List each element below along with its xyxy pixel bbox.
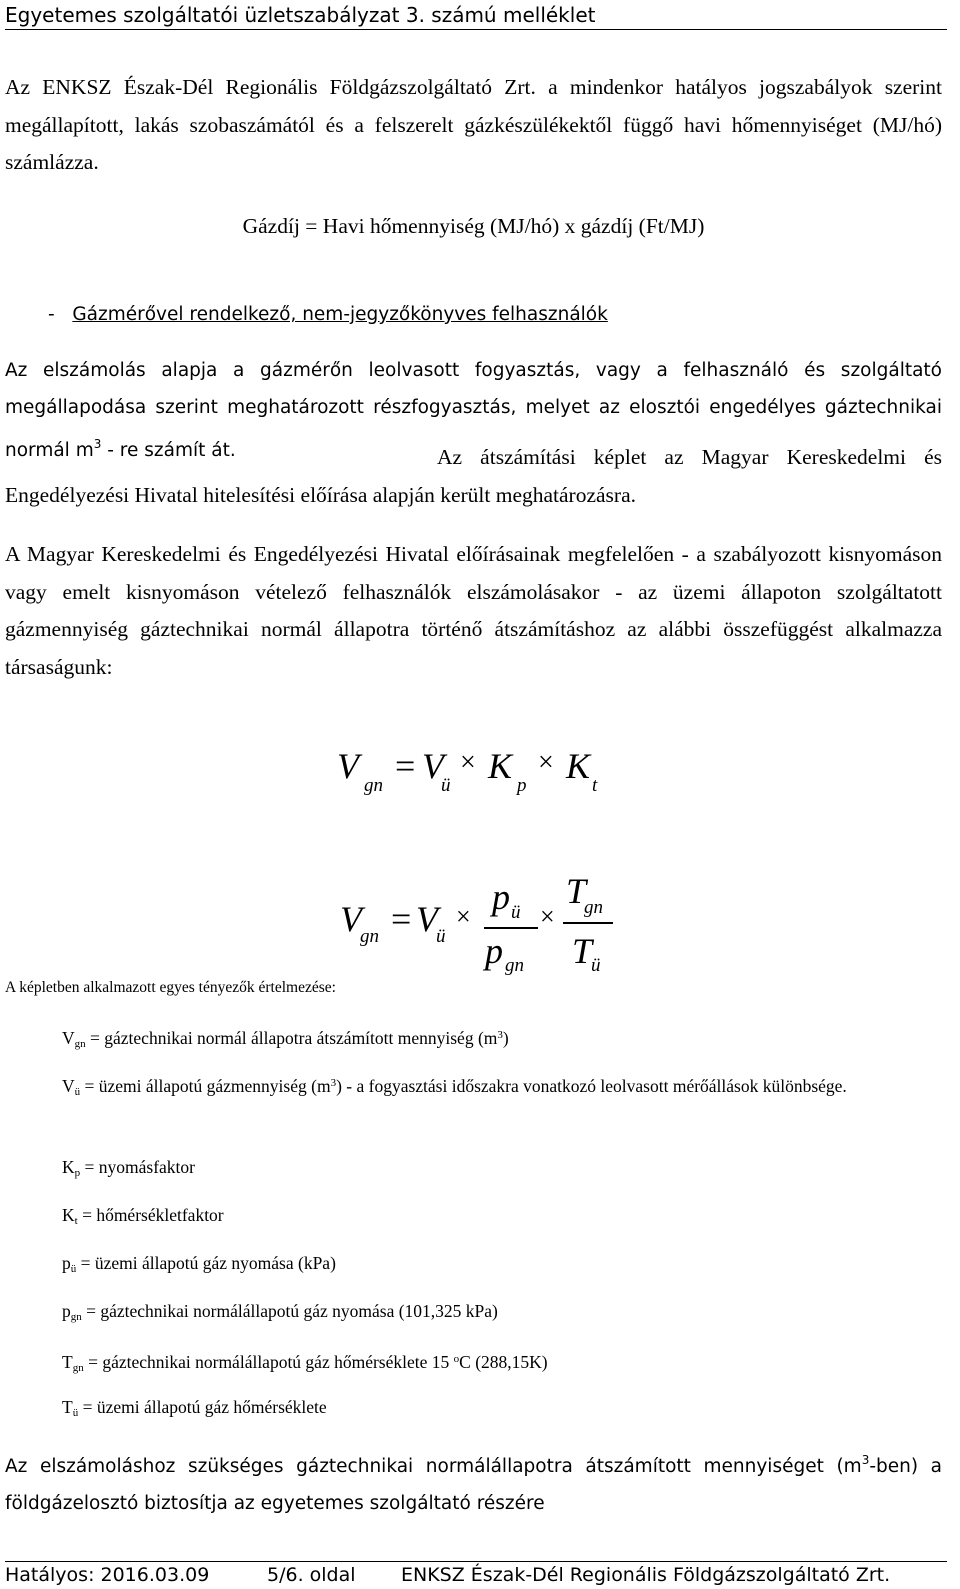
formula-2-num-t: T — [566, 871, 587, 911]
definition-p-gn — [62, 1294, 942, 1334]
def-subscript: t — [74, 1215, 78, 1227]
formula-2-v: V — [416, 899, 438, 939]
closing-part-b: -ben) a földgázelosztó biztosítja az egyetemes szolgáltató részére — [5, 1456, 942, 1514]
footer-company: ENKSZ Észak-Dél Regionális Földgázszolgáltató Zrt. — [401, 1564, 891, 1586]
def-subscript: ü — [72, 1407, 79, 1419]
def-symbol: V — [62, 1028, 75, 1048]
formula-2-fraction-bar-2 — [563, 922, 613, 924]
def-text: = nyomásfaktor — [80, 1157, 195, 1177]
def-subscript: ü — [70, 1263, 77, 1275]
definition-t-gn — [62, 1342, 942, 1385]
formula-2-num-p-sub: ü — [511, 902, 521, 923]
formula-1-kp-sub: p — [517, 775, 527, 796]
def-subscript: gn — [70, 1311, 82, 1323]
formula-2-den-p-sub: gn — [505, 955, 524, 976]
paragraph-1-part-a: Az elszámolás alapja a gázmérőn leolvasott fogyasztás, vagy a felhasználó és szolgáltató megállapodása szerint meghatározott részfogyasztás, melyet az elosztói engedélyes gáztechnikai normál m — [5, 360, 942, 461]
definition-t-u — [62, 1390, 942, 1430]
def-text: = üzemi állapotú gáz hőmérséklete — [78, 1397, 327, 1417]
def-symbol: p — [62, 1301, 71, 1321]
def-text: = üzemi állapotú gázmennyiség (m — [80, 1076, 331, 1096]
definition-k-t — [62, 1198, 942, 1238]
definition-p-u — [62, 1246, 942, 1286]
formula-2-equals: = — [391, 899, 412, 939]
formula-2-den-p: p — [485, 931, 503, 971]
page-footer — [5, 1561, 947, 1588]
def-text: = gáztechnikai normálállapotú gáz hőmérséklete 15 — [83, 1352, 454, 1372]
definition-v-u — [62, 1066, 942, 1109]
formula-2-num-t-sub: gn — [584, 897, 603, 918]
legend-intro: A képletben alkalmazott egyes tényezők értelmezése: — [5, 979, 336, 996]
def-tail: ) - a fogyasztási időszakra vonatkozó leolvasott mérőállások különbsége. — [336, 1076, 847, 1096]
def-symbol: K — [62, 1205, 75, 1225]
subheading-text: Gázmérővel rendelkező, nem-jegyzőkönyves felhasználók — [72, 304, 608, 325]
def-symbol: T — [62, 1397, 73, 1417]
closing-part-a: Az elszámoláshoz szükséges gáztechnikai normálállapotra átszámított mennyiséget (m — [5, 1456, 862, 1477]
formula-1-kt: K — [566, 746, 591, 786]
def-superscript: o — [453, 1353, 460, 1365]
formula-2-times-2: × — [540, 902, 555, 931]
formula-2-lhs: V — [340, 899, 362, 939]
def-text: = hőmérsékletfaktor — [77, 1205, 224, 1225]
def-tail: C (288,15K) — [459, 1352, 548, 1372]
formula-2-fraction-bar-1 — [484, 927, 538, 929]
formula-2-v-sub: ü — [436, 926, 446, 947]
def-symbol: K — [62, 1157, 75, 1177]
paragraph-2: A Magyar Kereskedelmi és Engedélyezési Hivatal előírásainak megfelelően - a szabályozott kisnyomáson vagy emelt kisnyomáson vételező felhasználók elszámolásakor - az üzemi állapoton szolgáltatott gázmennyiség gáztechnikai normál állapotra történő átszámításhoz az alábbi összefüggést alkalmazza társaságunk: — [5, 542, 942, 679]
closing-paragraph — [5, 1442, 942, 1522]
subheading — [48, 296, 928, 333]
formula-2-den-t-sub: ü — [591, 955, 601, 976]
def-subscript: p — [74, 1167, 81, 1179]
formula-1-times-1: × — [460, 747, 476, 778]
def-subscript: gn — [72, 1362, 84, 1374]
def-text: = gáztechnikai normálállapotú gáz nyomása (101,325 kPa) — [81, 1301, 498, 1321]
formula-2-times-1: × — [456, 902, 471, 931]
formula-2-den-t: T — [572, 931, 593, 971]
paragraph-1-part-b: - re számít át. — [101, 440, 236, 461]
formula-1-lhs-sub: gn — [364, 775, 383, 796]
footer-effective-date: Hatályos: 2016.03.09 — [5, 1564, 210, 1586]
def-symbol: V — [62, 1076, 75, 1096]
formula-1-lhs: V — [337, 746, 359, 786]
formula-1-times-2: × — [538, 747, 554, 778]
def-superscript: 3 — [497, 1029, 503, 1041]
subheading-dash: - — [48, 304, 55, 325]
formula-2-lhs-sub: gn — [360, 926, 379, 947]
formula-1-kt-sub: t — [592, 775, 598, 796]
formula-2-num-p: p — [492, 877, 510, 917]
def-text: = gáztechnikai normál állapotra átszámított mennyiség (m — [85, 1028, 498, 1048]
closing-superscript: 3 — [861, 1453, 870, 1467]
intro-paragraph: Az ENKSZ Észak-Dél Regionális Földgázszolgáltató Zrt. a mindenkor hatályos jogszabályok szerint megállapított, lakás szobaszámától és a felszerelt gázkészülékektől függő havi hőmennyiséget (MJ/hó) számlázza. — [5, 75, 942, 174]
def-symbol: p — [62, 1253, 71, 1273]
footer-page-number: 5/6. oldal — [267, 1564, 356, 1586]
paragraph-1-continued: Az átszámítási képlet az Magyar Kereskedelmi és Engedélyezési Hivatal hitelesítési előírása alapján került meghatározásra. — [5, 445, 942, 507]
formula-1-equals: = — [395, 746, 416, 786]
definition-k-p — [62, 1150, 942, 1190]
def-tail: ) — [502, 1028, 509, 1048]
def-subscript: gn — [74, 1038, 86, 1050]
def-text: = üzemi állapotú gáz nyomása (kPa) — [76, 1253, 336, 1273]
formula-1-v: V — [422, 746, 444, 786]
def-superscript: 3 — [330, 1077, 337, 1089]
def-subscript: ü — [74, 1086, 81, 1098]
formula-1-v-sub: ü — [441, 775, 451, 796]
page-header: Egyetemes szolgáltatói üzletszabályzat 3. számú melléklet — [5, 2, 947, 30]
definition-v-gn — [62, 1018, 942, 1061]
superscript-3: 3 — [93, 437, 102, 451]
formula-1-kp: K — [488, 746, 513, 786]
def-symbol: T — [62, 1352, 73, 1372]
gas-fee-formula: Gázdíj = Havi hőmennyiség (MJ/hó) x gázdíj (Ft/MJ) — [242, 214, 705, 238]
